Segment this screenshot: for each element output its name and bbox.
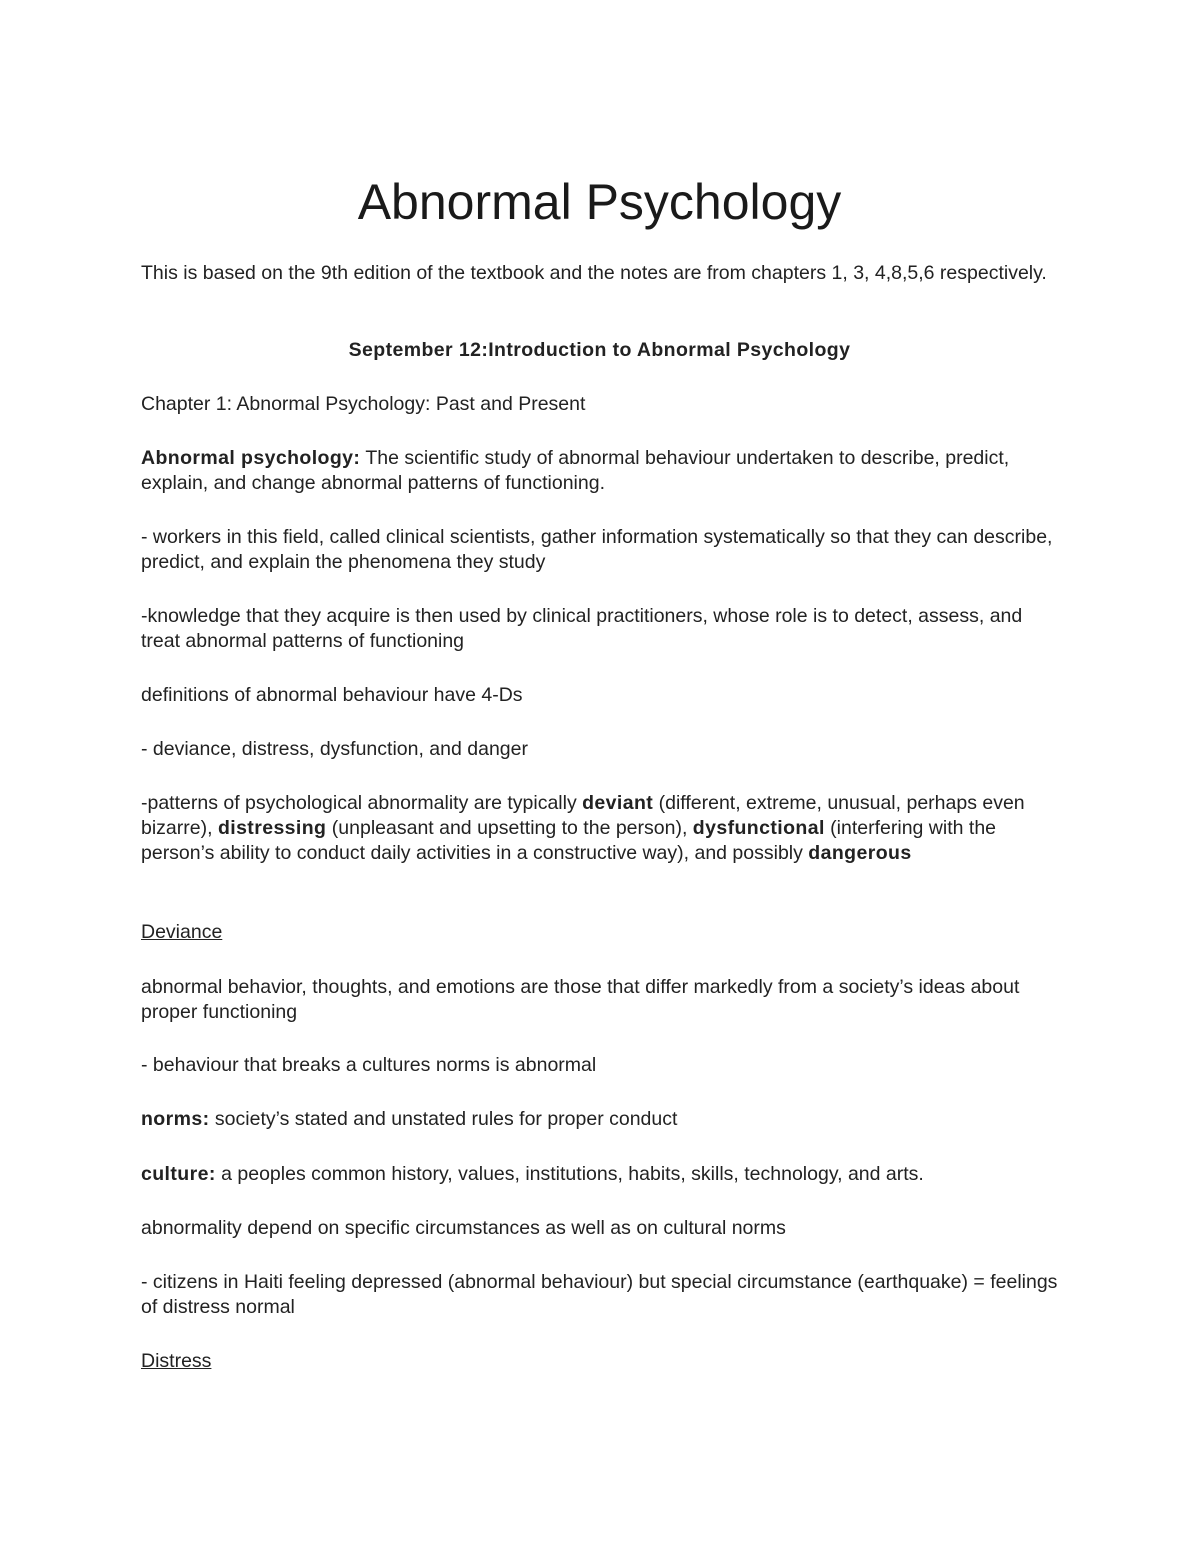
definition-text: The scientific study of abnormal behaviour undertaken to describe, predict, explain, and change abnormal patterns of functioning.	[141, 447, 1010, 494]
document-title: Abnormal Psychology	[357, 174, 842, 230]
intro-paragraph: This is based on the 9th edition of the textbook and the notes are from chapters 1, 3, 4,8,5,6 respectively.	[141, 262, 1047, 284]
patterns-text-1: -patterns of psychological abnormality are typically	[141, 792, 583, 814]
definition-abnormal-psychology	[141, 446, 1066, 496]
knowledge-paragraph: -knowledge that they acquire is then used by clinical practitioners, whose role is to detect, assess, and treat abnormal patterns of functioning	[141, 605, 1023, 652]
chapter-heading: Chapter 1: Abnormal Psychology: Past and Present	[141, 393, 586, 415]
term-norms: norms:	[141, 1108, 210, 1130]
lecture-heading: September 12:Introduction to Abnormal Psychology	[348, 339, 851, 361]
four-ds-paragraph: definitions of abnormal behaviour have 4-Ds	[141, 684, 523, 706]
four-ds-list: - deviance, distress, dysfunction, and danger	[141, 738, 528, 760]
workers-paragraph: - workers in this field, called clinical scientists, gather information systematically so that they can describe, predict, and explain the phenomena they study	[141, 526, 1053, 573]
distress-heading: Distress	[141, 1350, 212, 1372]
culture-text: a peoples common history, values, institutions, habits, skills, technology, and arts.	[215, 1163, 924, 1185]
circumstances-paragraph: abnormality depend on specific circumstances as well as on cultural norms	[141, 1217, 786, 1239]
deviance-paragraph: abnormal behavior, thoughts, and emotions are those that differ markedly from a society’s ideas about proper functioning	[141, 976, 1020, 1023]
patterns-text-3: (unpleasant and upsetting to the person),	[326, 817, 693, 839]
patterns-text-4: (interfering with the person’s ability to conduct daily activities in a constructive way), and possibly	[141, 817, 997, 864]
term-abnormal-psychology: Abnormal psychology:	[141, 447, 361, 469]
term-dysfunctional: dysfunctional	[692, 817, 825, 839]
definition-culture	[141, 1162, 1066, 1187]
norms-text: society’s stated and unstated rules for proper conduct	[209, 1108, 678, 1130]
breaks-norms-paragraph: - behaviour that breaks a cultures norms is abnormal	[141, 1054, 597, 1076]
term-distressing: distressing	[217, 817, 327, 839]
term-deviant: deviant	[582, 792, 654, 814]
deviance-heading: Deviance	[141, 921, 223, 943]
definition-norms	[141, 1107, 1066, 1132]
patterns-paragraph	[141, 791, 1066, 866]
term-dangerous: dangerous	[808, 842, 912, 864]
term-culture: culture:	[141, 1163, 216, 1185]
haiti-paragraph: - citizens in Haiti feeling depressed (abnormal behaviour) but special circumstance (earthquake) = feelings of distress normal	[141, 1271, 1058, 1318]
patterns-text-2: (different, extreme, unusual, perhaps even bizarre),	[141, 792, 1025, 839]
